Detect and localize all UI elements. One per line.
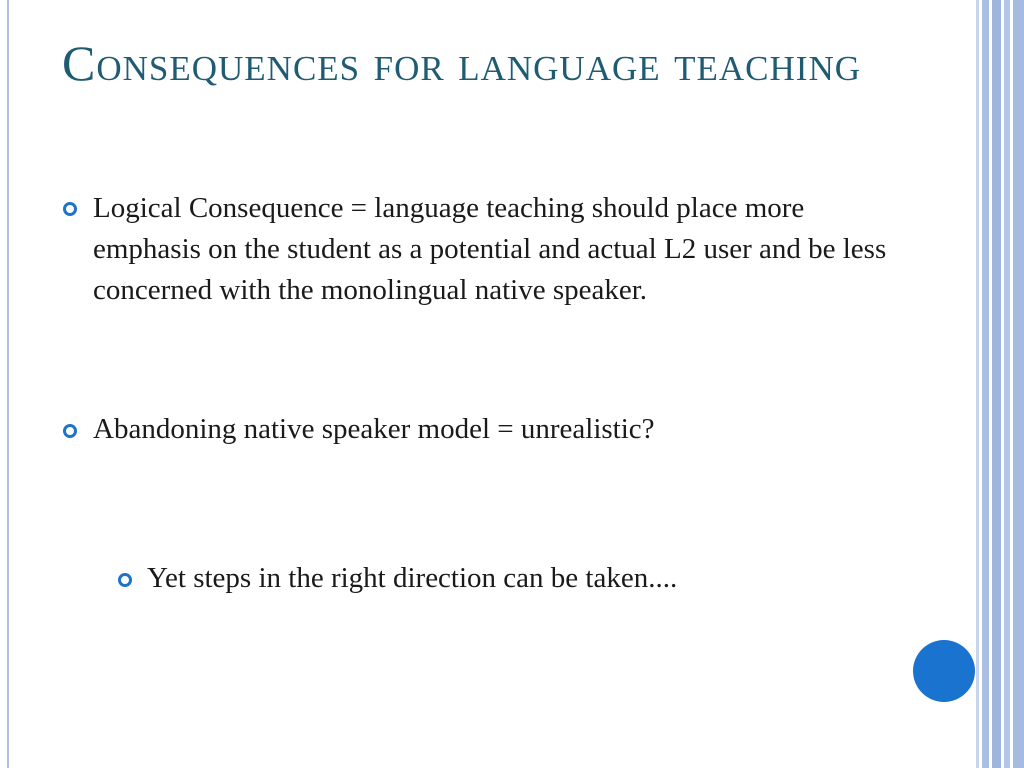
stripe [1013, 0, 1024, 768]
right-decorative-stripes [976, 0, 1024, 768]
left-border-line [7, 0, 9, 768]
slide-title: Consequences for language teaching [62, 35, 862, 91]
bullet-circle-icon [63, 202, 77, 216]
bullet-item: Abandoning native speaker model = unrealistic? [93, 413, 655, 445]
bullet-item: Logical Consequence = language teaching should place more emphasis on the student as a potential and actual L2 user and be less concerned with the monolingual native speaker. [93, 192, 887, 306]
decorative-circle [913, 640, 975, 702]
stripe [1004, 0, 1010, 768]
bullet-circle-icon [63, 424, 77, 438]
stripe [976, 0, 979, 768]
sub-bullet-item: Yet steps in the right direction can be taken.... [147, 562, 678, 594]
stripe [982, 0, 989, 768]
bullet-circle-icon [118, 573, 132, 587]
stripe [992, 0, 1001, 768]
